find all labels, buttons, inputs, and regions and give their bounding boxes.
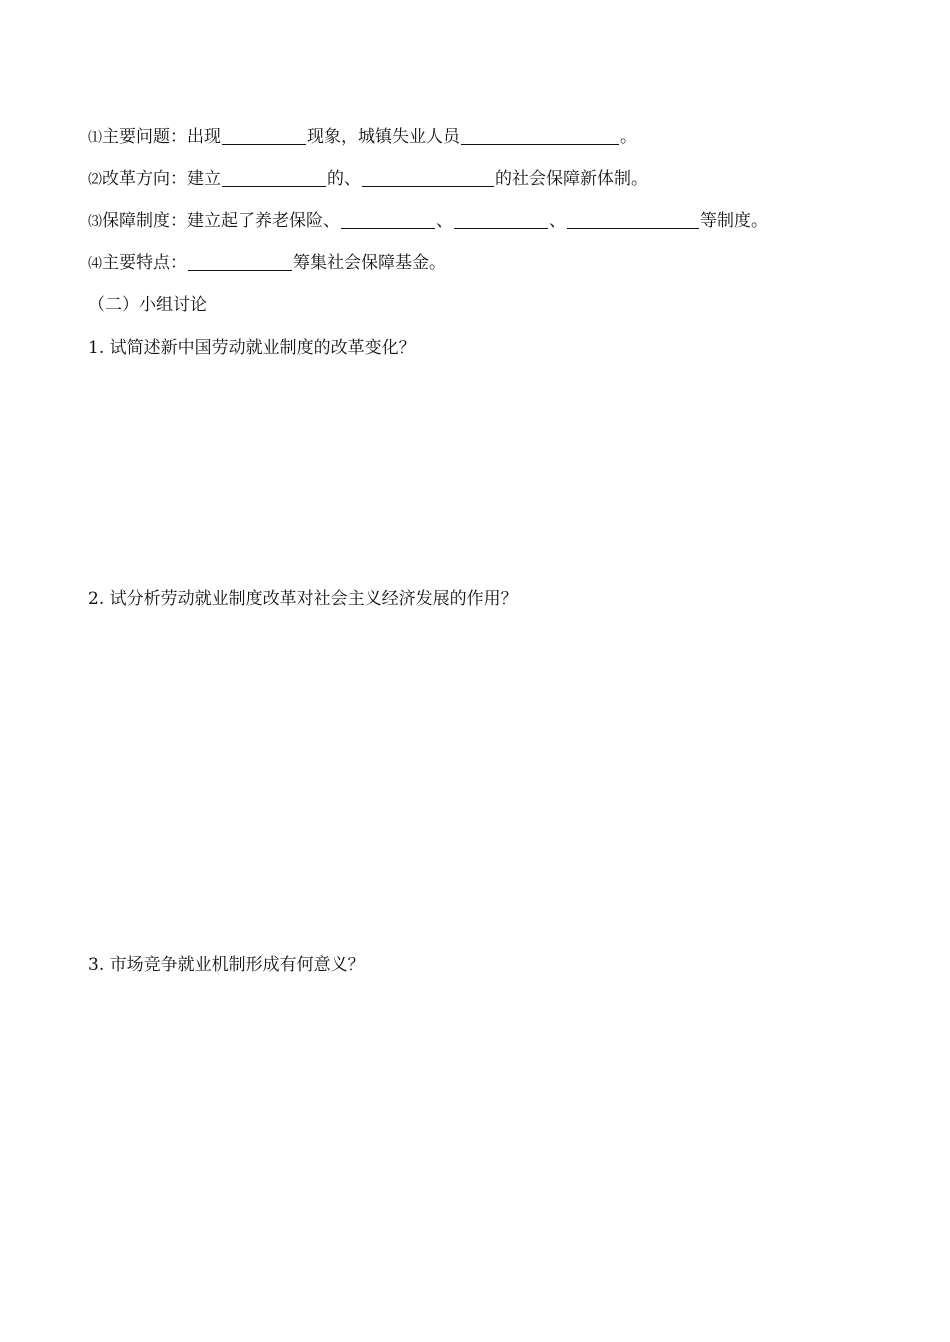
fill-in-item-3: [88, 211, 768, 231]
fill-in-item-1: [88, 127, 637, 147]
answer-blank[interactable]: [567, 211, 699, 229]
item-marker: ⑴: [88, 130, 102, 146]
answer-blank[interactable]: [461, 127, 619, 145]
answer-blank[interactable]: [222, 127, 306, 145]
item-text: 现象，城镇失业人员: [307, 127, 460, 147]
answer-blank[interactable]: [341, 211, 435, 229]
item-text: 的、: [327, 169, 361, 189]
item-text: 、: [549, 211, 566, 231]
item-text: 等制度。: [700, 211, 768, 231]
item-text: 主要问题：出现: [102, 127, 221, 147]
fill-in-item-2: [88, 169, 648, 189]
item-text: 主要特点：: [102, 253, 187, 273]
fill-in-item-4: [88, 253, 446, 273]
question-2: 2. 试分析劳动就业制度改革对社会主义经济发展的作用？: [88, 589, 518, 609]
answer-blank[interactable]: [222, 169, 326, 187]
item-marker: ⑶: [88, 214, 102, 230]
answer-blank[interactable]: [188, 253, 292, 271]
item-text: 。: [620, 127, 637, 147]
item-text: 、: [436, 211, 453, 231]
section-heading: （二）小组讨论: [88, 295, 207, 315]
answer-blank[interactable]: [362, 169, 494, 187]
item-marker: ⑷: [88, 256, 102, 272]
item-text: 的社会保障新体制。: [495, 169, 648, 189]
item-text: 保障制度：建立起了养老保险、: [102, 211, 340, 231]
item-text: 筹集社会保障基金。: [293, 253, 446, 273]
question-3: 3. 市场竞争就业机制形成有何意义？: [88, 955, 365, 975]
question-1: 1. 试简述新中国劳动就业制度的改革变化？: [88, 338, 416, 358]
item-text: 改革方向：建立: [102, 169, 221, 189]
answer-blank[interactable]: [454, 211, 548, 229]
item-marker: ⑵: [88, 172, 102, 188]
